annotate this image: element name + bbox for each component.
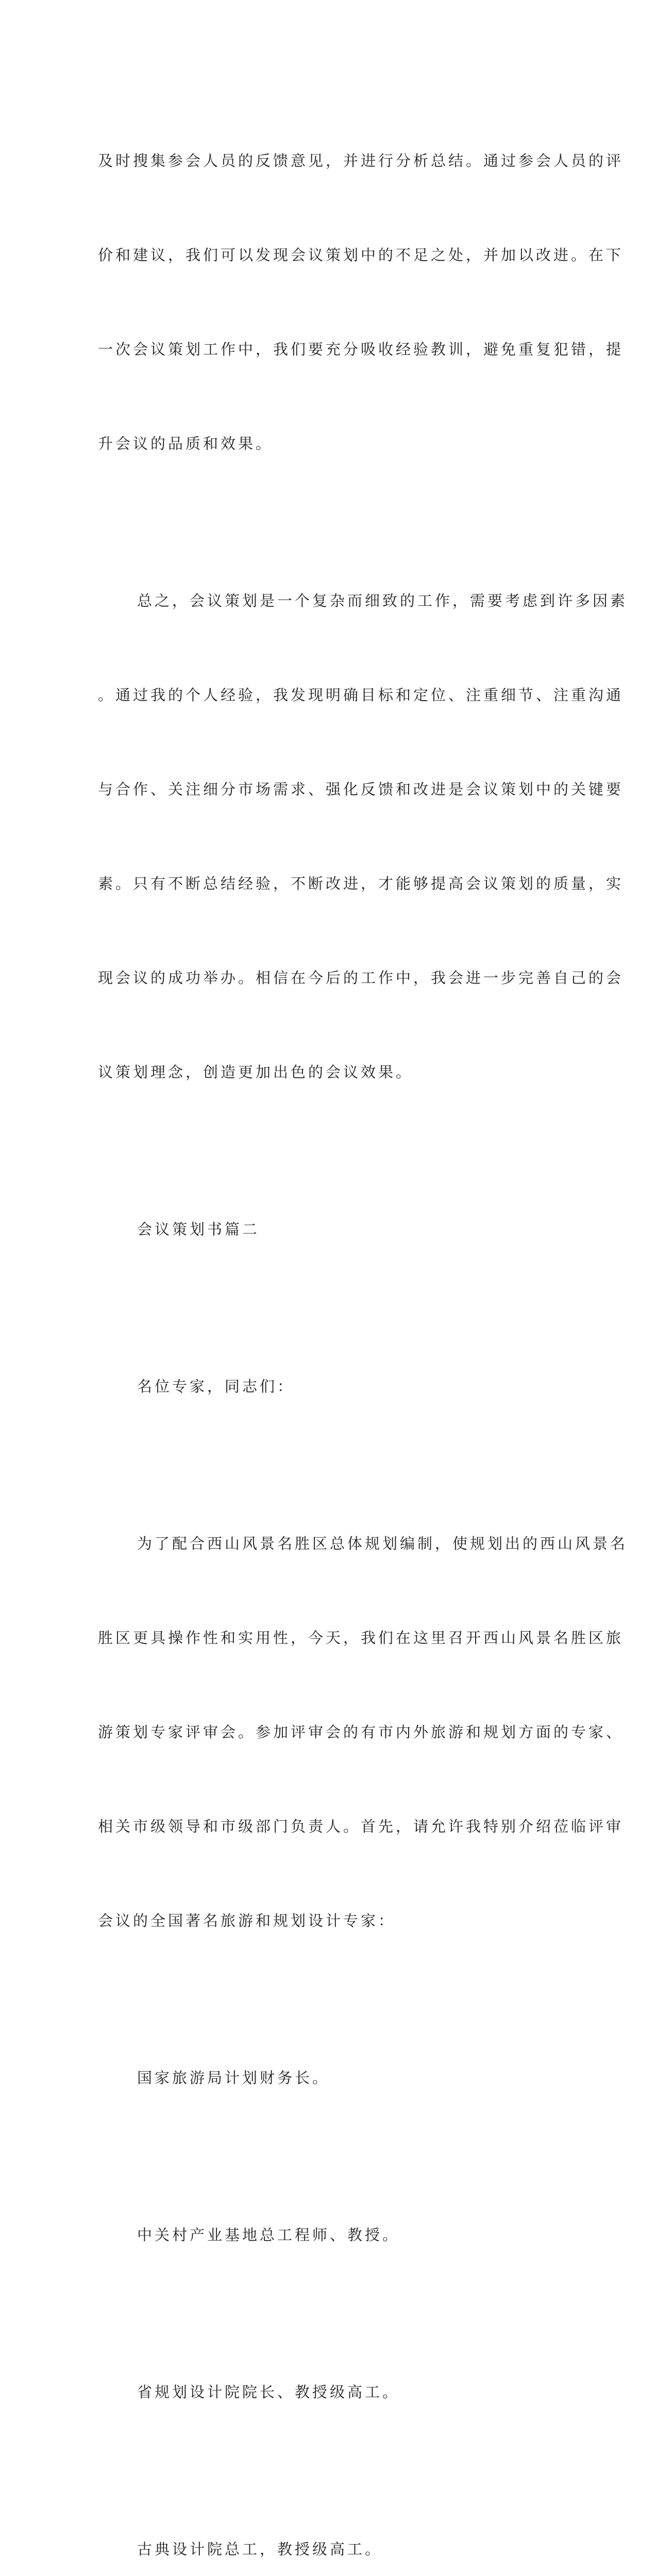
expert-list-item: [98, 2314, 562, 2471]
expert-entry: 国家旅游局计划财务长。: [137, 2069, 330, 2087]
text-line: 相关市级领导和市级部门负责人。首先，请允许我特别介绍莅临评审: [98, 1818, 624, 1835]
section-heading: [98, 1151, 562, 1308]
text-line: 会议的全国著名旅游和规划设计专家：: [98, 1912, 396, 1929]
text-line: 议策划理念，创造更加出色的会议效果。: [98, 1063, 414, 1081]
text-line: 及时搜集参会人员的反馈意见，并进行分析总结。通过参会人员的评: [98, 152, 624, 170]
expert-entry: 省规划设计院院长、教授级高工。: [137, 2383, 400, 2401]
text-line: 价和建议，我们可以发现会议策划中的不足之处，并加以改进。在下: [98, 246, 624, 264]
document-body: [98, 82, 628, 2576]
text-line: 现会议的成功举办。相信在今后的工作中，我会进一步完善自己的会: [98, 969, 624, 987]
text-line: 与合作、关注细分市场需求、强化反馈和改进是会议策划中的关键要: [98, 781, 624, 798]
text-line: 。通过我的个人经验，我发现明确目标和定位、注重细节、注重沟通: [98, 686, 624, 704]
paragraph-feedback: [98, 82, 624, 522]
salutation-text: 名位专家，同志们：: [137, 1378, 295, 1395]
text-line: 胜区更具操作性和实用性，今天，我们在这里召开西山风景名胜区旅: [98, 1629, 624, 1647]
text-line: 总之，会议策划是一个复杂而细致的工作，需要考虑到许多因素: [137, 592, 628, 609]
section-title: 会议策划书篇二: [137, 1221, 260, 1238]
expert-list-item: [98, 2157, 562, 2314]
text-line: 升会议的品质和效果。: [98, 435, 274, 452]
expert-entry: 中关村产业基地总工程师、教授。: [137, 2226, 400, 2244]
text-line: 素。只有不断总结经验，不断改进，才能够提高会议策划的质量，实: [98, 875, 624, 892]
text-line: 一次会议策划工作中，我们要充分吸收经验教训，避免重复犯错，提: [98, 341, 624, 358]
expert-list-item: [98, 2471, 562, 2576]
text-line: 游策划专家评审会。参加评审会的有市内外旅游和规划方面的专家、: [98, 1723, 624, 1741]
expert-entry: 古典设计院总工，教授级高工。: [137, 2540, 383, 2558]
text-line: 为了配合西山风景名胜区总体规划编制，使规划出的西山风景名: [137, 1535, 628, 1552]
expert-list-item: [98, 1999, 562, 2157]
paragraph-salutation: [98, 1308, 562, 1465]
paragraph-introduction: [98, 1465, 628, 1999]
paragraph-summary: [98, 522, 628, 1151]
